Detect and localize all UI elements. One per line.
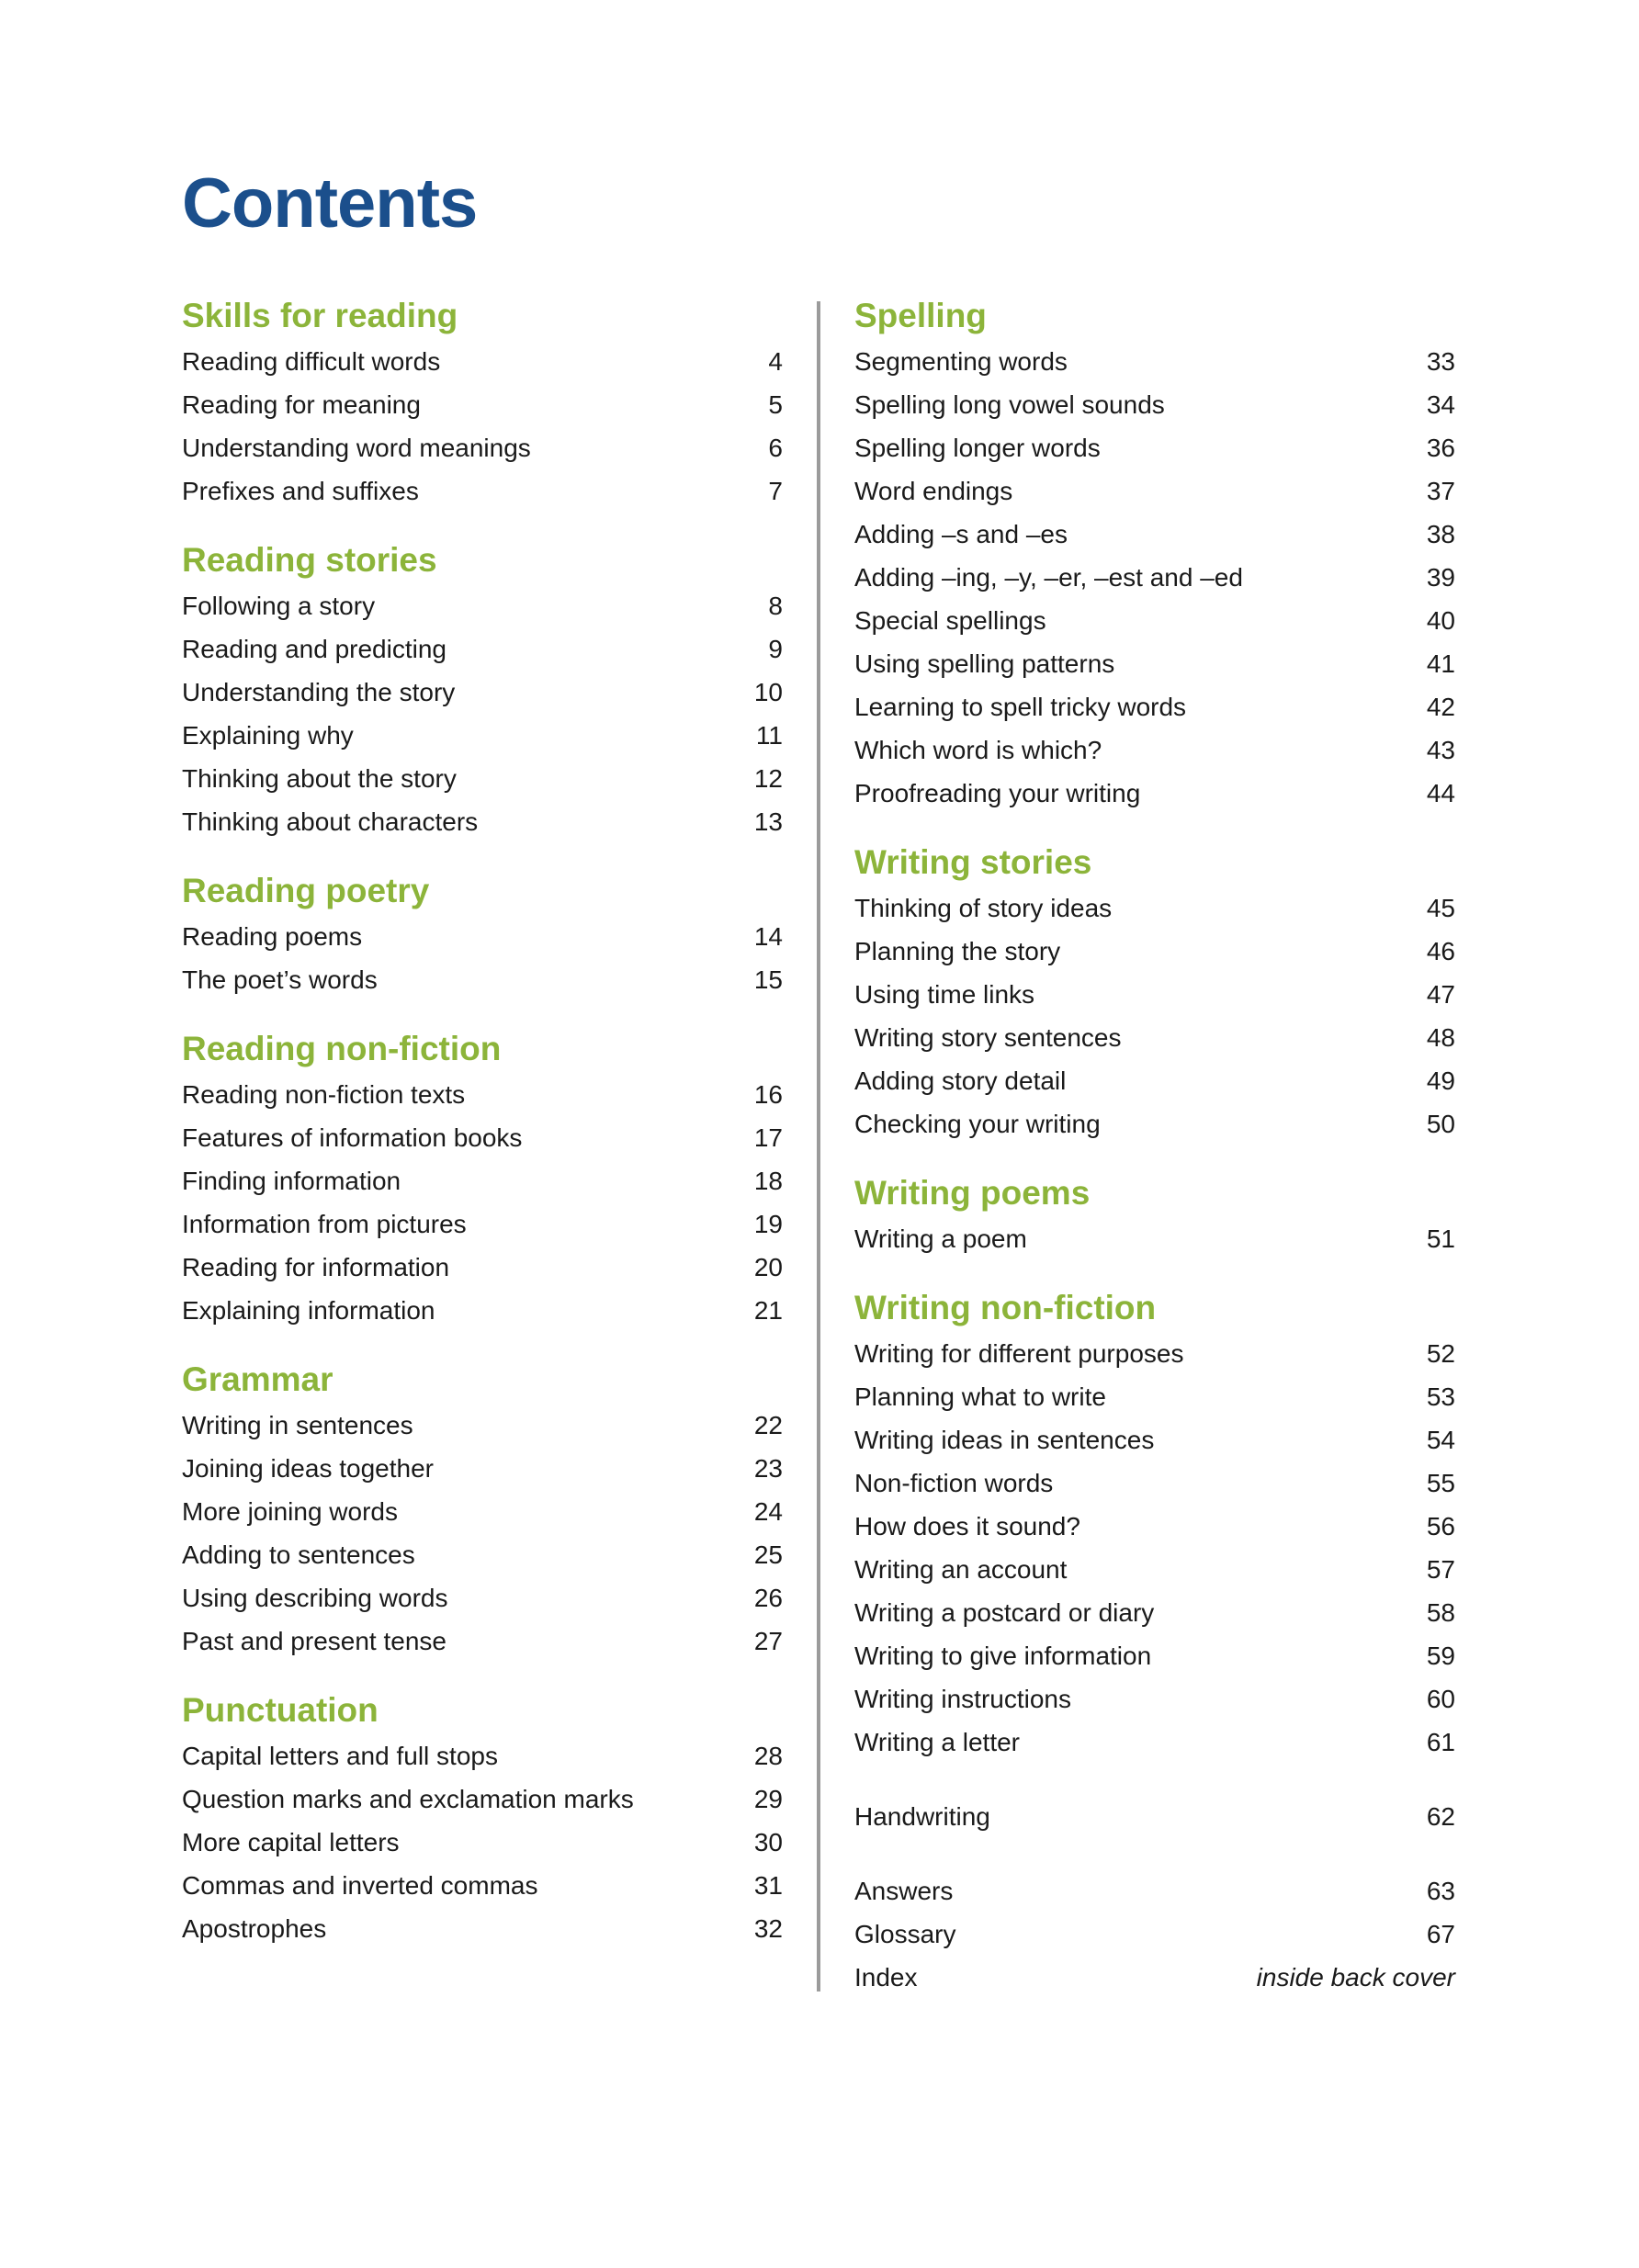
toc-entry[interactable]	[182, 1159, 783, 1202]
toc-page: 23	[753, 1454, 783, 1483]
toc-entry[interactable]	[854, 1059, 1455, 1102]
toc-entry[interactable]	[182, 757, 783, 800]
toc-page: 11	[755, 721, 783, 750]
toc-entry[interactable]	[854, 1461, 1455, 1505]
toc-page: 18	[753, 1167, 783, 1195]
toc-title: Prefixes and suffixes	[182, 477, 419, 505]
toc-title: Writing ideas in sentences	[854, 1426, 1155, 1454]
handwriting-entry	[854, 1795, 1455, 1838]
toc-entry[interactable]	[182, 1073, 783, 1116]
toc-page: 55	[1426, 1469, 1455, 1497]
toc-entry[interactable]	[182, 800, 783, 843]
toc-page: 4	[768, 347, 783, 376]
section	[182, 1025, 783, 1332]
toc-entry[interactable]	[854, 556, 1455, 599]
toc-page: 19	[753, 1210, 783, 1238]
toc-title: Glossary	[854, 1920, 956, 1948]
toc-title: Which word is which?	[854, 736, 1102, 764]
toc-title: Planning the story	[854, 937, 1061, 965]
toc-title: Writing in sentences	[182, 1411, 413, 1439]
toc-title: Adding story detail	[854, 1066, 1067, 1095]
toc-entry[interactable]	[182, 1821, 783, 1864]
toc-title: Thinking of story ideas	[854, 894, 1113, 922]
toc-page: 60	[1426, 1685, 1455, 1713]
toc-title: Adding to sentences	[182, 1540, 415, 1569]
section	[182, 1356, 783, 1663]
toc-list	[182, 584, 783, 843]
toc-title: More joining words	[182, 1497, 398, 1526]
section	[182, 292, 783, 513]
toc-title: Adding –s and –es	[854, 520, 1068, 548]
section	[182, 536, 783, 843]
toc-entry[interactable]	[182, 915, 783, 958]
toc-page: 8	[768, 592, 783, 620]
toc-entry[interactable]	[182, 584, 783, 627]
toc-page: 58	[1426, 1598, 1455, 1627]
toc-page: 57	[1426, 1555, 1455, 1584]
section-heading: Grammar	[182, 1360, 333, 1398]
toc-title: Spelling longer words	[854, 434, 1101, 462]
toc-title: Using describing words	[182, 1584, 448, 1612]
toc-page: 67	[1426, 1920, 1455, 1948]
toc-page: 7	[768, 477, 783, 505]
toc-title: Following a story	[182, 592, 376, 620]
toc-title: Learning to spell tricky words	[854, 693, 1187, 721]
toc-page: 5	[768, 390, 783, 419]
toc-title: Reading for meaning	[182, 390, 421, 419]
toc-page: inside back cover	[1256, 1963, 1455, 1992]
toc-list	[182, 1073, 783, 1332]
toc-page: 40	[1426, 606, 1455, 635]
toc-page: 31	[753, 1871, 783, 1900]
toc-page: 36	[1426, 434, 1455, 462]
toc-entry[interactable]	[182, 958, 783, 1001]
toc-title: Joining ideas together	[182, 1454, 434, 1483]
toc-title: Reading difficult words	[182, 347, 441, 376]
toc-page: 34	[1426, 390, 1455, 419]
toc-page: 43	[1426, 736, 1455, 764]
toc-page: 9	[768, 635, 783, 663]
toc-entry[interactable]	[182, 340, 783, 383]
toc-entry[interactable]	[182, 714, 783, 757]
toc-title: Spelling long vowel sounds	[854, 390, 1165, 419]
toc-entry[interactable]	[182, 426, 783, 469]
toc-entry[interactable]	[854, 1634, 1455, 1677]
toc-title: Explaining information	[182, 1296, 435, 1325]
section-heading: Writing poems	[854, 1174, 1091, 1212]
section-heading: Writing non-fiction	[854, 1289, 1157, 1326]
toc-title: Special spellings	[854, 606, 1046, 635]
section-heading: Reading stories	[182, 541, 437, 579]
toc-title: Using time links	[854, 980, 1035, 1009]
toc-list	[182, 1734, 783, 1950]
section	[854, 1284, 1455, 1764]
toc-page: 54	[1426, 1426, 1455, 1454]
toc-title: Thinking about the story	[182, 764, 457, 793]
toc-title: Non-fiction words	[854, 1469, 1054, 1497]
toc-title: Reading non-fiction texts	[182, 1080, 466, 1109]
toc-page: 50	[1426, 1110, 1455, 1138]
toc-page: 25	[753, 1540, 783, 1569]
toc-entry[interactable]	[182, 1864, 783, 1907]
toc-title: Planning what to write	[854, 1382, 1106, 1411]
toc-title: Information from pictures	[182, 1210, 467, 1238]
toc-entry[interactable]	[182, 1777, 783, 1821]
toc-page: 10	[753, 678, 783, 706]
toc-entry[interactable]	[854, 426, 1455, 469]
toc-title: Understanding the story	[182, 678, 456, 706]
toc-entry[interactable]	[182, 469, 783, 513]
toc-list	[854, 340, 1455, 815]
toc-title: Apostrophes	[182, 1914, 327, 1943]
toc-list	[854, 1332, 1455, 1764]
toc-title: Features of information books	[182, 1123, 523, 1152]
toc-page: 62	[1426, 1802, 1455, 1831]
toc-title: Understanding word meanings	[182, 434, 531, 462]
column-divider	[817, 301, 820, 1992]
toc-entry[interactable]	[854, 1548, 1455, 1591]
toc-page: 12	[753, 764, 783, 793]
toc-list	[182, 1404, 783, 1663]
toc-entry[interactable]	[854, 728, 1455, 772]
toc-title: Word endings	[854, 477, 1013, 505]
toc-title: Using spelling patterns	[854, 649, 1115, 678]
toc-title: Proofreading your writing	[854, 779, 1141, 807]
toc-page: 49	[1426, 1066, 1455, 1095]
toc-page: 48	[1426, 1023, 1455, 1052]
toc-entry[interactable]	[182, 627, 783, 671]
toc-page: 61	[1426, 1728, 1455, 1756]
toc-page: 16	[753, 1080, 783, 1109]
toc-page: 46	[1426, 937, 1455, 965]
toc-page: 28	[753, 1742, 783, 1770]
toc-page: 20	[753, 1253, 783, 1281]
toc-page: 56	[1426, 1512, 1455, 1540]
toc-title: Writing story sentences	[854, 1023, 1122, 1052]
toc-title: Adding –ing, –y, –er, –est and –ed	[854, 563, 1243, 592]
toc-page: 63	[1426, 1877, 1455, 1905]
toc-page: 42	[1426, 693, 1455, 721]
toc-page: 45	[1426, 894, 1455, 922]
section-heading: Reading non-fiction	[182, 1030, 502, 1067]
toc-page: 14	[753, 922, 783, 951]
section	[854, 1169, 1455, 1260]
toc-title: Writing an account	[854, 1555, 1068, 1584]
toc-title: Writing a postcard or diary	[854, 1598, 1155, 1627]
toc-entry[interactable]	[182, 671, 783, 714]
toc-entry[interactable]	[182, 1576, 783, 1619]
toc-entry-answers[interactable]	[854, 1869, 1455, 1913]
toc-page: 29	[753, 1785, 783, 1813]
page-title: Contents	[182, 164, 478, 243]
toc-page: 59	[1426, 1642, 1455, 1670]
toc-page: 21	[753, 1296, 783, 1325]
toc-title: The poet’s words	[182, 965, 378, 994]
toc-title: Handwriting	[854, 1802, 990, 1831]
left-column	[182, 292, 783, 1974]
toc-entry[interactable]	[854, 1418, 1455, 1461]
toc-list	[182, 340, 783, 513]
toc-list	[854, 886, 1455, 1145]
toc-entry[interactable]	[182, 1246, 783, 1289]
toc-title: Checking your writing	[854, 1110, 1101, 1138]
toc-title: Index	[854, 1963, 918, 1992]
toc-entry[interactable]	[182, 1533, 783, 1576]
right-column	[854, 292, 1455, 1999]
toc-page: 24	[753, 1497, 783, 1526]
toc-entry[interactable]	[854, 1332, 1455, 1375]
toc-page: 52	[1426, 1339, 1455, 1368]
toc-title: Thinking about characters	[182, 807, 479, 836]
toc-entry-glossary[interactable]	[854, 1913, 1455, 1956]
toc-entry[interactable]	[854, 1102, 1455, 1145]
toc-entry[interactable]	[854, 599, 1455, 642]
toc-entry[interactable]	[854, 1591, 1455, 1634]
toc-page: 30	[753, 1828, 783, 1856]
toc-page: 53	[1426, 1382, 1455, 1411]
toc-page: 15	[753, 965, 783, 994]
section	[182, 1687, 783, 1950]
section-heading: Reading poetry	[182, 872, 430, 909]
section	[854, 292, 1455, 815]
toc-page: 13	[753, 807, 783, 836]
toc-entry[interactable]	[854, 886, 1455, 930]
toc-entry[interactable]	[182, 1289, 783, 1332]
toc-page: 41	[1426, 649, 1455, 678]
toc-title: More capital letters	[182, 1828, 400, 1856]
toc-entry[interactable]	[182, 1447, 783, 1490]
toc-entry[interactable]	[854, 340, 1455, 383]
toc-title: Past and present tense	[182, 1627, 446, 1655]
section	[182, 867, 783, 1001]
toc-entry[interactable]	[182, 1116, 783, 1159]
section-heading: Skills for reading	[182, 297, 458, 334]
section-heading: Spelling	[854, 297, 987, 334]
toc-entry[interactable]	[854, 930, 1455, 973]
toc-page: 6	[768, 434, 783, 462]
toc-title: Writing instructions	[854, 1685, 1072, 1713]
toc-page: 44	[1426, 779, 1455, 807]
toc-page: 38	[1426, 520, 1455, 548]
toc-page: 47	[1426, 980, 1455, 1009]
toc-entry[interactable]	[854, 1217, 1455, 1260]
toc-page: 33	[1426, 347, 1455, 376]
toc-entry[interactable]	[182, 1202, 783, 1246]
back-matter-list	[854, 1869, 1455, 1999]
toc-entry[interactable]	[854, 1375, 1455, 1418]
toc-entry-index[interactable]	[854, 1956, 1455, 1999]
toc-entry[interactable]	[854, 772, 1455, 815]
toc-entry[interactable]	[182, 1619, 783, 1663]
section	[854, 839, 1455, 1145]
toc-list	[182, 915, 783, 1001]
toc-entry[interactable]	[182, 1734, 783, 1777]
toc-title: Finding information	[182, 1167, 401, 1195]
toc-list	[854, 1217, 1455, 1260]
toc-entry[interactable]	[182, 1404, 783, 1447]
section-heading: Punctuation	[182, 1691, 379, 1729]
toc-page: 22	[753, 1411, 783, 1439]
toc-entry[interactable]	[854, 973, 1455, 1016]
toc-title: How does it sound?	[854, 1512, 1080, 1540]
toc-page: 39	[1426, 563, 1455, 592]
toc-title: Commas and inverted commas	[182, 1871, 538, 1900]
toc-page: 26	[753, 1584, 783, 1612]
toc-entry-handwriting[interactable]	[854, 1795, 1455, 1838]
toc-title: Reading and predicting	[182, 635, 446, 663]
toc-entry[interactable]	[182, 1907, 783, 1950]
toc-entry[interactable]	[854, 1721, 1455, 1764]
toc-entry[interactable]	[854, 1016, 1455, 1059]
toc-entry[interactable]	[854, 383, 1455, 426]
toc-page: 32	[753, 1914, 783, 1943]
toc-title: Segmenting words	[854, 347, 1068, 376]
toc-title: Writing for different purposes	[854, 1339, 1184, 1368]
toc-page: 37	[1426, 477, 1455, 505]
toc-title: Explaining why	[182, 721, 354, 750]
toc-title: Question marks and exclamation marks	[182, 1785, 634, 1813]
toc-title: Writing a poem	[854, 1224, 1027, 1253]
toc-title: Answers	[854, 1877, 954, 1905]
toc-entry[interactable]	[854, 1677, 1455, 1721]
toc-entry[interactable]	[182, 383, 783, 426]
toc-page: 51	[1426, 1224, 1455, 1253]
toc-page: 27	[753, 1627, 783, 1655]
toc-entry[interactable]	[854, 513, 1455, 556]
toc-entry[interactable]	[854, 685, 1455, 728]
toc-title: Writing a letter	[854, 1728, 1020, 1756]
toc-page: 17	[753, 1123, 783, 1152]
toc-entry[interactable]	[854, 469, 1455, 513]
toc-entry[interactable]	[854, 642, 1455, 685]
toc-entry[interactable]	[854, 1505, 1455, 1548]
toc-title: Reading poems	[182, 922, 363, 951]
toc-entry[interactable]	[182, 1490, 783, 1533]
toc-title: Writing to give information	[854, 1642, 1152, 1670]
toc-title: Capital letters and full stops	[182, 1742, 498, 1770]
toc-title: Reading for information	[182, 1253, 450, 1281]
section-heading: Writing stories	[854, 843, 1092, 881]
